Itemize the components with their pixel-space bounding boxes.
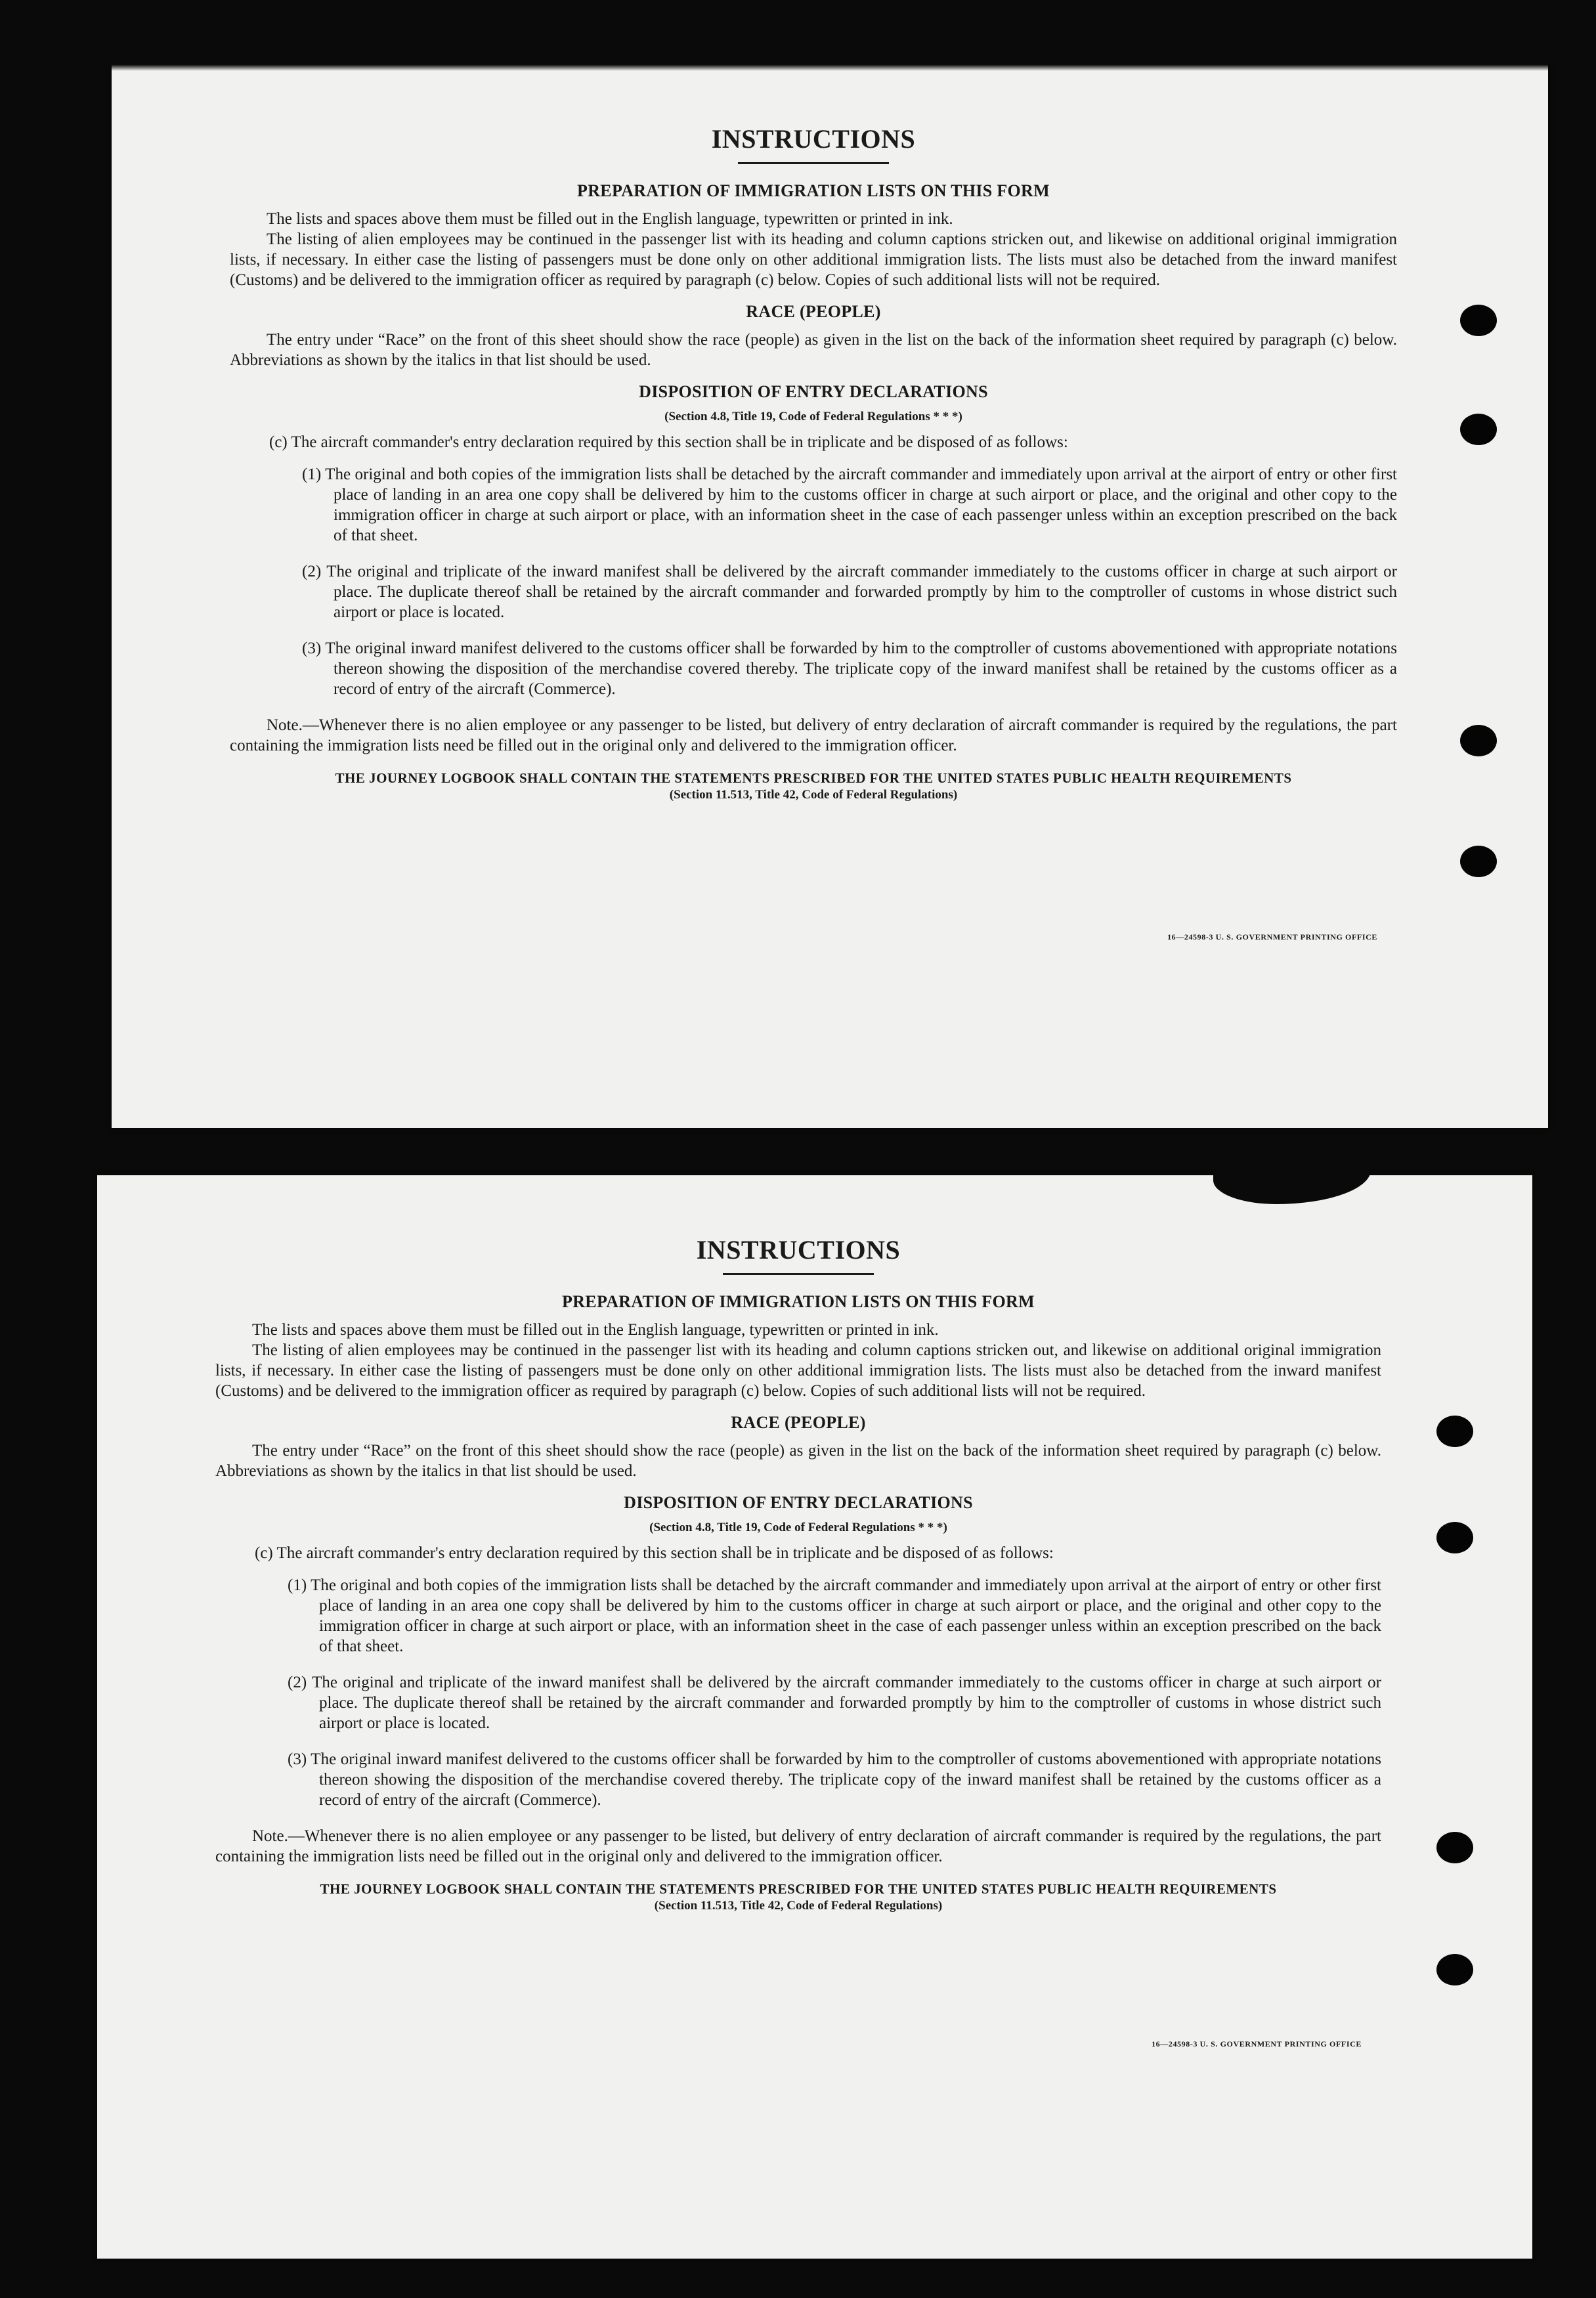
section-heading-disposition: DISPOSITION OF ENTRY DECLARATIONS [639,382,988,401]
punch-hole [1460,725,1497,756]
title-underline [738,162,889,164]
punch-hole [1436,1416,1473,1447]
page-title: INSTRUCTIONS [711,124,916,154]
punch-hole [1460,305,1497,336]
paragraph-alien-employees: The listing of alien employees may be continued in the passenger list with its heading and column captions stricken out, and likewise on additional original immigration lists, if necessary. In either case the listing of passengers must be done only on other additional immigration lists. The lists must also be detached from the inward manifest (Customs) and be delivered to the immigration officer as required by paragraph (c) below. Copies of such additional lists will not be required. [215,1341,1381,1400]
section-heading-preparation: PREPARATION OF IMMIGRATION LISTS ON THIS FORM [562,1292,1035,1311]
section-citation: (Section 4.8, Title 19, Code of Federal Regulations * * *) [649,1521,947,1534]
title-underline [723,1273,874,1275]
section-heading-preparation: PREPARATION OF IMMIGRATION LISTS ON THIS FORM [577,181,1050,200]
logbook-citation: (Section 11.513, Title 42, Code of Federal Regulations) [669,788,958,802]
paragraph-race-entry: The entry under “Race” on the front of this sheet should show the race (people) as given in the list on the back of the information sheet required by paragraph (c) below. Abbreviations as shown by the italics in that list should be used. [230,331,1397,369]
list-item-1: (1) The original and both copies of the immigration lists shall be detached by the aircraft commander and immediately upon arrival at the airport of entry or other first place of landing in an area one copy shall be delivered by him to the customs officer in charge at such airport or place, and the original and other copy to the immigration officer in charge at such airport or place, with an information sheet in the case of each passenger unless within an exception prescribed on the back of that sheet. [302,466,1397,544]
list-item-1: (1) The original and both copies of the immigration lists shall be detached by the aircraft commander and immediately upon arrival at the airport of entry or other first place of landing in an area one copy shall be delivered by him to the customs officer in charge at such airport or place, and the original and other copy to the immigration officer in charge at such airport or place, with an information sheet in the case of each passenger unless within an exception prescribed on the back of that sheet. [288,1576,1381,1655]
punch-hole [1460,846,1497,877]
section-heading-disposition: DISPOSITION OF ENTRY DECLARATIONS [624,1493,973,1512]
paragraph-lists-language: The lists and spaces above them must be filled out in the English language, typewritten or printed in ink. [267,210,953,228]
list-item-3: (3) The original inward manifest delivered to the customs officer shall be forwarded by him to the comptroller of customs abovementioned with appropriate notations thereon showing the disposition of the merchandise covered thereby. The triplicate copy of the inward manifest shall be retained by the customs officer as a record of entry of the aircraft (Commerce). [302,640,1397,698]
punch-hole [1460,414,1497,445]
punch-hole [1436,1832,1473,1863]
printer-imprint: 16—24598-3 U. S. GOVERNMENT PRINTING OFFICE [1152,2039,1362,2049]
paragraph-lists-language: The lists and spaces above them must be filled out in the English language, typewritten or printed in ink. [252,1321,939,1339]
page-content [230,64,1397,802]
list-item-2: (2) The original and triplicate of the inward manifest shall be delivered by the aircraft commander immediately to the customs officer in charge at such airport or place. The duplicate thereof shall be retained by the aircraft commander and forwarded promptly by him to the comptroller of customs in whose district such airport or place is located. [288,1674,1381,1732]
list-item-2: (2) The original and triplicate of the inward manifest shall be delivered by the aircraft commander immediately to the customs officer in charge at such airport or place. The duplicate thereof shall be retained by the aircraft commander and forwarded promptly by him to the comptroller of customs in whose district such airport or place is located. [302,563,1397,621]
note-paragraph: Note.—Whenever there is no alien employee or any passenger to be listed, but delivery of entry declaration of aircraft commander is required by the regulations, the part containing the immigration lists need be filled out in the original only and delivered to the immigration officer. [215,1827,1381,1865]
section-heading-race: RACE (PEOPLE) [746,302,881,321]
page-content [215,1175,1381,1913]
section-heading-race: RACE (PEOPLE) [731,1413,866,1432]
paragraph-race-entry: The entry under “Race” on the front of this sheet should show the race (people) as given in the list on the back of the information sheet required by paragraph (c) below. Abbreviations as shown by the italics in that list should be used. [215,1442,1381,1480]
logbook-citation: (Section 11.513, Title 42, Code of Federal Regulations) [654,1899,943,1913]
printer-imprint: 16—24598-3 U. S. GOVERNMENT PRINTING OFFICE [1167,932,1377,942]
punch-hole [1436,1522,1473,1553]
page-title: INSTRUCTIONS [696,1235,901,1265]
list-item-3: (3) The original inward manifest delivered to the customs officer shall be forwarded by him to the comptroller of customs abovementioned with appropriate notations thereon showing the disposition of the merchandise covered thereby. The triplicate copy of the inward manifest shall be retained by the customs officer as a record of entry of the aircraft (Commerce). [288,1750,1381,1809]
paragraph-alien-employees: The listing of alien employees may be continued in the passenger list with its heading and column captions stricken out, and likewise on additional original immigration lists, if necessary. In either case the listing of passengers must be done only on other additional immigration lists. The lists must also be detached from the inward manifest (Customs) and be delivered to the immigration officer as required by paragraph (c) below. Copies of such additional lists will not be required. [230,230,1397,289]
section-citation: (Section 4.8, Title 19, Code of Federal Regulations * * *) [664,410,962,423]
note-paragraph: Note.—Whenever there is no alien employee or any passenger to be listed, but delivery of entry declaration of aircraft commander is required by the regulations, the part containing the immigration lists need be filled out in the original only and delivered to the immigration officer. [230,716,1397,754]
logbook-requirement: THE JOURNEY LOGBOOK SHALL CONTAIN THE STATEMENTS PRESCRIBED FOR THE UNITED STATES PUBLIC HEALTH REQUIREMENTS [320,1881,1277,1897]
logbook-requirement: THE JOURNEY LOGBOOK SHALL CONTAIN THE STATEMENTS PRESCRIBED FOR THE UNITED STATES PUBLIC HEALTH REQUIREMENTS [335,770,1292,786]
punch-hole [1436,1954,1473,1985]
paragraph-c: (c) The aircraft commander's entry declaration required by this section shall be in triplicate and be disposed of as follows: [269,433,1068,451]
document-page-1 [112,64,1548,1128]
document-page-2 [97,1175,1532,2259]
paragraph-c: (c) The aircraft commander's entry declaration required by this section shall be in triplicate and be disposed of as follows: [255,1544,1054,1562]
